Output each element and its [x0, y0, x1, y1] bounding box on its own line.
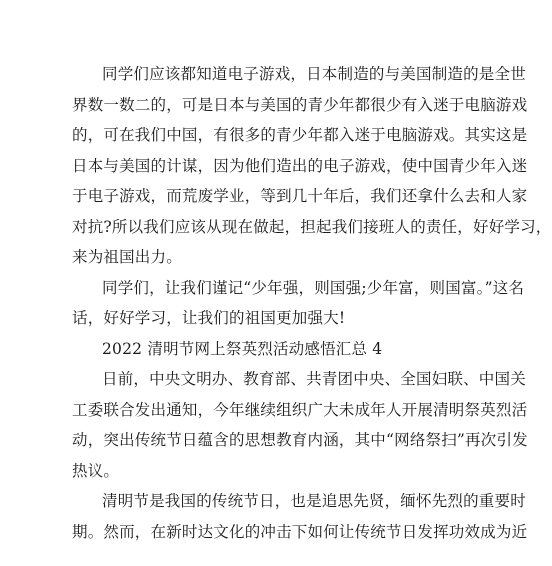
paragraph-3-line-2: 工委联合发出通知，今年继续组织广大未成年人开展清明祭英烈活	[72, 401, 528, 419]
paragraph-1-line-6: 对抗?所以我们应该从现在做起，担起我们接班人的责任，好好学习，	[72, 218, 552, 236]
paragraph-1-line-3: 的，可在我们中国，有很多的青少年都入迷于电脑游戏。其实这是	[72, 126, 528, 144]
paragraph-2-line-1: 同学们，让我们谨记“少年强，则国强;少年富，则国富。”这名	[102, 279, 525, 297]
paragraph-4-line-1: 清明节是我国的传统节日，也是追思先贤，缅怀先烈的重要时	[102, 492, 526, 510]
paragraph-1-line-1: 同学们应该都知道电子游戏，日本制造的与美国制造的是全世	[102, 65, 526, 83]
section-heading: 2022 清明节网上祭英烈活动感悟汇总 4	[102, 340, 383, 358]
paragraph-1-line-5: 于电子游戏，而荒废学业，等到几十年后，我们还拿什么去和人家	[72, 187, 528, 205]
paragraph-3-line-1: 日前，中央文明办、教育部、共青团中央、全国妇联、中国关	[102, 370, 526, 388]
paragraph-3-line-4: 热议。	[72, 462, 120, 480]
paragraph-4-line-2: 期。然而，在新时达文化的冲击下如何让传统节日发挥功效成为近	[72, 523, 528, 541]
paragraph-3-line-3: 动，突出传统节日蕴含的思想教育内涵，其中“网络祭扫”再次引发	[72, 431, 528, 449]
paragraph-1-line-2: 界数一数二的，可是日本与美国的青少年都很少有入迷于电脑游戏	[72, 96, 528, 114]
paragraph-1-line-7: 来为祖国出力。	[72, 248, 182, 266]
paragraph-1-line-4: 日本与美国的计谋，因为他们造出的电子游戏，使中国青少年入迷	[72, 157, 528, 175]
paragraph-2-line-2: 话，好好学习，让我们的祖国更加强大!	[72, 309, 346, 327]
